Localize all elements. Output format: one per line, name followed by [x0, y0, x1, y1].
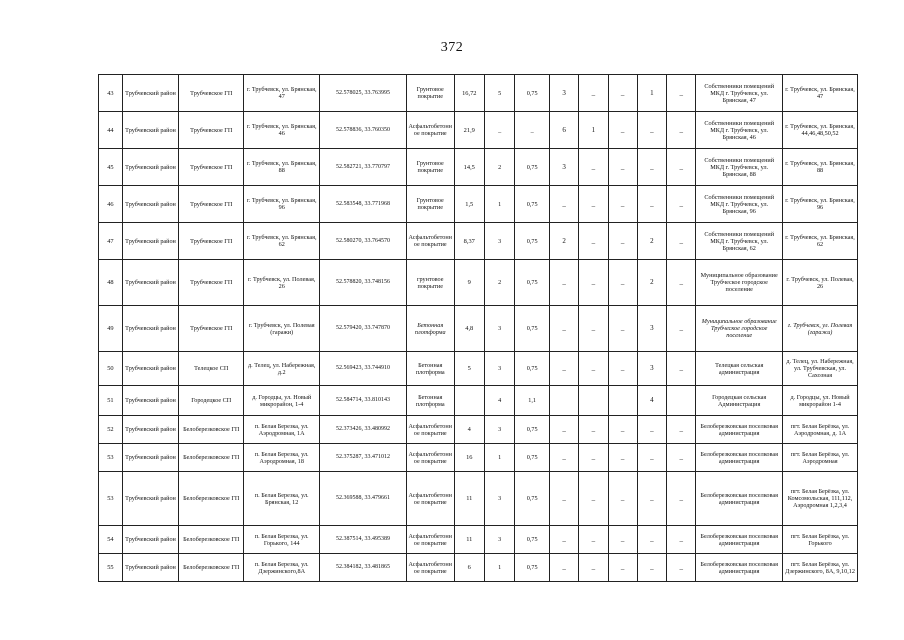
- surface-cell: Бетонная плотформа: [406, 306, 454, 352]
- area-cell: 16: [454, 444, 484, 472]
- count-cell: _: [608, 416, 637, 444]
- coordinates-cell: 52.584714, 33.810143: [320, 386, 407, 416]
- address-cell: п. Белая Березка, ул. Брянская, 12: [244, 472, 320, 526]
- count-cell: _: [579, 416, 608, 444]
- volume-cell: 0,75: [515, 306, 550, 352]
- address-cell: г. Трубчевск, ул. Брянская, 62: [244, 223, 320, 260]
- owner-cell: Белоберезковская поселковая администрация: [696, 416, 783, 444]
- count-cell: _: [550, 260, 579, 306]
- count-cell: _: [608, 472, 637, 526]
- settlement-cell: Трубчевское ГП: [179, 306, 244, 352]
- settlement-cell: Белоберезковское ГП: [179, 526, 244, 554]
- owner-cell: Собственники помещений МКД г. Трубчевск, ул. Брянская, 46: [696, 112, 783, 149]
- owner-cell: Белоберезковская поселковая администрация: [696, 554, 783, 582]
- count-cell: _: [637, 554, 666, 582]
- sources-cell: д. Городцы, ул. Новый микрорайон 1-4: [783, 386, 858, 416]
- surface-cell: грунтовое покрытие: [406, 260, 454, 306]
- count-cell: _: [637, 149, 666, 186]
- count-cell: 3: [484, 526, 514, 554]
- row-number: 52: [99, 416, 123, 444]
- table-row: [99, 526, 858, 554]
- count-cell: _: [667, 526, 696, 554]
- count-cell: _: [667, 306, 696, 352]
- surface-cell: Грунтовое покрытие: [406, 149, 454, 186]
- count-cell: _: [579, 526, 608, 554]
- count-cell: _: [579, 472, 608, 526]
- count-cell: 3: [484, 352, 514, 386]
- sources-cell: г. Трубчевск, ул. Полевая (гаражи): [783, 306, 858, 352]
- count-cell: _: [579, 554, 608, 582]
- coordinates-cell: 52.578836, 33.760350: [320, 112, 407, 149]
- count-cell: _: [484, 112, 514, 149]
- count-cell: _: [667, 149, 696, 186]
- owner-cell: Собственники помещений МКД г. Трубчевск, ул. Брянская, 88: [696, 149, 783, 186]
- count-cell: _: [667, 260, 696, 306]
- count-cell: 2: [484, 149, 514, 186]
- coordinates-cell: 52.569423, 33.744910: [320, 352, 407, 386]
- sources-cell: г. Трубчевск, ул. Брянская, 62: [783, 223, 858, 260]
- count-cell: _: [667, 444, 696, 472]
- owner-cell: Белоберезковская поселковая администрация: [696, 444, 783, 472]
- area-cell: 16,72: [454, 75, 484, 112]
- settlement-cell: Трубчевское ГП: [179, 260, 244, 306]
- district-cell: Трубчевский район: [122, 260, 178, 306]
- coordinates-cell: 52.369588, 33.479661: [320, 472, 407, 526]
- count-cell: 1: [484, 444, 514, 472]
- settlement-cell: Трубчевское ГП: [179, 75, 244, 112]
- count-cell: 4: [484, 386, 514, 416]
- area-cell: 8,37: [454, 223, 484, 260]
- settlement-cell: Городецкое СП: [179, 386, 244, 416]
- count-cell: 1: [637, 75, 666, 112]
- coordinates-cell: 52.578025, 33.763995: [320, 75, 407, 112]
- margin-mark: [866, 180, 869, 183]
- owner-cell: Белоберезковская поселковая администрация: [696, 526, 783, 554]
- count-cell: _: [579, 186, 608, 223]
- district-cell: Трубчевский район: [122, 306, 178, 352]
- row-number: 45: [99, 149, 123, 186]
- row-number: 49: [99, 306, 123, 352]
- address-cell: г. Трубчевск, ул. Полевая (гаражи): [244, 306, 320, 352]
- district-cell: Трубчевский район: [122, 554, 178, 582]
- area-cell: 4: [454, 416, 484, 444]
- area-cell: 4,8: [454, 306, 484, 352]
- count-cell: _: [579, 149, 608, 186]
- volume-cell: 0,75: [515, 223, 550, 260]
- owner-cell: Муниципальное образование Трубческое городское поселение: [696, 260, 783, 306]
- count-cell: _: [667, 112, 696, 149]
- area-cell: 9: [454, 260, 484, 306]
- district-cell: Трубчевский район: [122, 416, 178, 444]
- count-cell: 3: [484, 472, 514, 526]
- count-cell: _: [608, 352, 637, 386]
- count-cell: 3: [550, 149, 579, 186]
- count-cell: 3: [484, 416, 514, 444]
- owner-cell: Белоберезковская поселковая администрация: [696, 472, 783, 526]
- count-cell: _: [608, 554, 637, 582]
- count-cell: _: [550, 444, 579, 472]
- address-cell: г. Трубчевск, ул. Брянская, 46: [244, 112, 320, 149]
- sources-cell: д. Телец, ул. Набережная, ул. Трубчевская, ул. Сахозная: [783, 352, 858, 386]
- owner-cell: Собственники помещений МКД г. Трубчевск, ул. Брянская, 47: [696, 75, 783, 112]
- count-cell: _: [608, 223, 637, 260]
- count-cell: 2: [637, 260, 666, 306]
- settlement-cell: Белоберезковское ГП: [179, 416, 244, 444]
- count-cell: _: [637, 186, 666, 223]
- surface-cell: Асфальтобетонное покрытие: [406, 526, 454, 554]
- count-cell: _: [550, 306, 579, 352]
- address-cell: д. Городцы, ул. Новый микрорайон, 1-4: [244, 386, 320, 416]
- surface-cell: Бетонная плотформа: [406, 352, 454, 386]
- coordinates-cell: 52.387514, 33.495389: [320, 526, 407, 554]
- coordinates-cell: 52.583548, 33.771968: [320, 186, 407, 223]
- sources-cell: г. Трубчевск, ул. Полевая, 26: [783, 260, 858, 306]
- volume-cell: 0,75: [515, 554, 550, 582]
- table-row: [99, 112, 858, 149]
- count-cell: _: [637, 416, 666, 444]
- row-number: 48: [99, 260, 123, 306]
- count-cell: 1: [484, 554, 514, 582]
- area-cell: 14,5: [454, 149, 484, 186]
- count-cell: _: [550, 554, 579, 582]
- row-number: 50: [99, 352, 123, 386]
- coordinates-cell: 52.578820, 33.748156: [320, 260, 407, 306]
- area-cell: 1,5: [454, 186, 484, 223]
- area-cell: 21,9: [454, 112, 484, 149]
- table-row: [99, 186, 858, 223]
- count-cell: _: [608, 186, 637, 223]
- volume-cell: 0,75: [515, 186, 550, 223]
- row-number: 44: [99, 112, 123, 149]
- count-cell: 6: [550, 112, 579, 149]
- count-cell: _: [550, 352, 579, 386]
- settlement-cell: Телецкое СП: [179, 352, 244, 386]
- count-cell: _: [579, 75, 608, 112]
- district-cell: Трубчевский район: [122, 352, 178, 386]
- owner-cell: Собственники помещений МКД г. Трубчевск, ул. Брянская, 62: [696, 223, 783, 260]
- count-cell: _: [608, 444, 637, 472]
- volume-cell: 0,75: [515, 444, 550, 472]
- owner-cell: Муниципальное образование Трубческое городское поселение: [696, 306, 783, 352]
- volume-cell: 0,75: [515, 472, 550, 526]
- sources-cell: г. Трубчевск, ул. Брянская, 44,46,48,50,52: [783, 112, 858, 149]
- sources-cell: пгт. Белая Берёзка, ул. Дзержинского, 8А, 9,10,12: [783, 554, 858, 582]
- district-cell: Трубчевский район: [122, 386, 178, 416]
- coordinates-cell: 52.384182, 33.481865: [320, 554, 407, 582]
- surface-cell: Асфальтобетонное покрытие: [406, 444, 454, 472]
- address-cell: п. Белая Березка, ул. Аэродромная, 1А: [244, 416, 320, 444]
- count-cell: _: [667, 554, 696, 582]
- count-cell: _: [637, 472, 666, 526]
- row-number: 53: [99, 472, 123, 526]
- surface-cell: Асфальтобетонное покрытие: [406, 416, 454, 444]
- surface-cell: Грунтовое покрытие: [406, 186, 454, 223]
- volume-cell: 0,75: [515, 260, 550, 306]
- count-cell: _: [667, 472, 696, 526]
- district-cell: Трубчевский район: [122, 149, 178, 186]
- settlement-cell: Белоберезковское ГП: [179, 554, 244, 582]
- count-cell: [550, 386, 579, 416]
- address-cell: п. Белая Березка, ул. Аэродромная, 18: [244, 444, 320, 472]
- surface-cell: Асфальтобетонное покрытие: [406, 223, 454, 260]
- count-cell: 3: [484, 223, 514, 260]
- table-row: [99, 554, 858, 582]
- surface-cell: Асфальтобетонное покрытие: [406, 554, 454, 582]
- waste-sites-table: [98, 74, 858, 582]
- count-cell: _: [550, 186, 579, 223]
- count-cell: _: [667, 75, 696, 112]
- settlement-cell: Трубчевское ГП: [179, 186, 244, 223]
- owner-cell: Городецкая сельская Администрация: [696, 386, 783, 416]
- district-cell: Трубчевский район: [122, 75, 178, 112]
- sources-cell: г. Трубчевск, ул. Брянская, 88: [783, 149, 858, 186]
- count-cell: _: [550, 526, 579, 554]
- surface-cell: Грунтовое покрытие: [406, 75, 454, 112]
- volume-cell: 0,75: [515, 416, 550, 444]
- volume-cell: 0,75: [515, 75, 550, 112]
- count-cell: _: [608, 112, 637, 149]
- count-cell: 2: [637, 223, 666, 260]
- settlement-cell: Трубчевское ГП: [179, 223, 244, 260]
- count-cell: _: [667, 223, 696, 260]
- table-row: [99, 306, 858, 352]
- count-cell: _: [667, 352, 696, 386]
- count-cell: 1: [484, 186, 514, 223]
- area-cell: 11: [454, 472, 484, 526]
- count-cell: _: [637, 526, 666, 554]
- settlement-cell: Белоберезковское ГП: [179, 444, 244, 472]
- coordinates-cell: 52.582721, 33.770797: [320, 149, 407, 186]
- count-cell: 4: [637, 386, 666, 416]
- sources-cell: пгт. Белая Берёзка, ул. Горького: [783, 526, 858, 554]
- owner-cell: Телецкая сельская администрация: [696, 352, 783, 386]
- volume-cell: 0,75: [515, 149, 550, 186]
- row-number: 46: [99, 186, 123, 223]
- table-row: [99, 472, 858, 526]
- area-cell: 6: [454, 554, 484, 582]
- count-cell: 2: [550, 223, 579, 260]
- row-number: 55: [99, 554, 123, 582]
- volume-cell: 1,1: [515, 386, 550, 416]
- address-cell: п. Белая Березка, ул. Горького, 144: [244, 526, 320, 554]
- count-cell: 5: [484, 75, 514, 112]
- district-cell: Трубчевский район: [122, 526, 178, 554]
- district-cell: Трубчевский район: [122, 223, 178, 260]
- count-cell: _: [550, 416, 579, 444]
- count-cell: 1: [579, 112, 608, 149]
- coordinates-cell: 52.373426, 33.480992: [320, 416, 407, 444]
- sources-cell: пгт. Белая Берёзка, ул. Аэродромная, д. 1А: [783, 416, 858, 444]
- volume-cell: 0,75: [515, 352, 550, 386]
- row-number: 51: [99, 386, 123, 416]
- table-row: [99, 444, 858, 472]
- count-cell: _: [637, 112, 666, 149]
- count-cell: _: [667, 416, 696, 444]
- sources-cell: г. Трубчевск, ул. Брянская, 96: [783, 186, 858, 223]
- settlement-cell: Белоберезковское ГП: [179, 472, 244, 526]
- surface-cell: Бетонная плотформа: [406, 386, 454, 416]
- row-number: 53: [99, 444, 123, 472]
- row-number: 43: [99, 75, 123, 112]
- count-cell: _: [608, 260, 637, 306]
- address-cell: г. Трубчевск, ул. Брянская, 88: [244, 149, 320, 186]
- district-cell: Трубчевский район: [122, 444, 178, 472]
- count-cell: _: [608, 306, 637, 352]
- volume-cell: _: [515, 112, 550, 149]
- count-cell: 3: [637, 352, 666, 386]
- table-row: [99, 386, 858, 416]
- sources-cell: г. Трубчевск, ул. Брянская, 47: [783, 75, 858, 112]
- count-cell: [579, 386, 608, 416]
- count-cell: 3: [637, 306, 666, 352]
- table-row: [99, 416, 858, 444]
- volume-cell: 0,75: [515, 526, 550, 554]
- count-cell: _: [550, 472, 579, 526]
- row-number: 54: [99, 526, 123, 554]
- area-cell: 5: [454, 352, 484, 386]
- table-row: [99, 352, 858, 386]
- coordinates-cell: 52.580270, 33.764570: [320, 223, 407, 260]
- coordinates-cell: 52.375287, 33.471012: [320, 444, 407, 472]
- district-cell: Трубчевский район: [122, 112, 178, 149]
- table-row: [99, 260, 858, 306]
- count-cell: _: [579, 444, 608, 472]
- area-cell: [454, 386, 484, 416]
- count-cell: _: [579, 223, 608, 260]
- sources-cell: пгт. Белая Берёзка, ул. Комсомольская, 111,112, Аэродромная 1,2,3,4: [783, 472, 858, 526]
- table-row: [99, 149, 858, 186]
- address-cell: г. Трубчевск, ул. Брянская, 96: [244, 186, 320, 223]
- settlement-cell: Трубчевское ГП: [179, 112, 244, 149]
- district-cell: Трубчевский район: [122, 186, 178, 223]
- count-cell: _: [579, 352, 608, 386]
- settlement-cell: Трубчевское ГП: [179, 149, 244, 186]
- count-cell: _: [637, 444, 666, 472]
- district-cell: Трубчевский район: [122, 472, 178, 526]
- page-number: 372: [440, 40, 464, 55]
- table-row: [99, 223, 858, 260]
- count-cell: [608, 386, 637, 416]
- address-cell: г. Трубчевск, ул. Брянская, 47: [244, 75, 320, 112]
- table-row: [99, 75, 858, 112]
- count-cell: _: [608, 149, 637, 186]
- count-cell: 3: [550, 75, 579, 112]
- address-cell: г. Трубчевск, ул. Полевая, 26: [244, 260, 320, 306]
- address-cell: п. Белая Березка, ул. Дзержинского,8А: [244, 554, 320, 582]
- surface-cell: Асфальтобетонное покрытие: [406, 472, 454, 526]
- count-cell: [667, 386, 696, 416]
- count-cell: _: [608, 526, 637, 554]
- count-cell: _: [579, 260, 608, 306]
- coordinates-cell: 52.579420, 33.747870: [320, 306, 407, 352]
- area-cell: 11: [454, 526, 484, 554]
- row-number: 47: [99, 223, 123, 260]
- count-cell: 2: [484, 260, 514, 306]
- owner-cell: Собственники помещений МКД г. Трубчевск, ул. Брянская, 96: [696, 186, 783, 223]
- surface-cell: Асфальтобетонное покрытие: [406, 112, 454, 149]
- count-cell: 3: [484, 306, 514, 352]
- count-cell: _: [608, 75, 637, 112]
- count-cell: _: [579, 306, 608, 352]
- address-cell: д. Телец, ул. Набережная, д.2: [244, 352, 320, 386]
- count-cell: _: [667, 186, 696, 223]
- sources-cell: пгт. Белая Берёзка, ул. Аэродромная: [783, 444, 858, 472]
